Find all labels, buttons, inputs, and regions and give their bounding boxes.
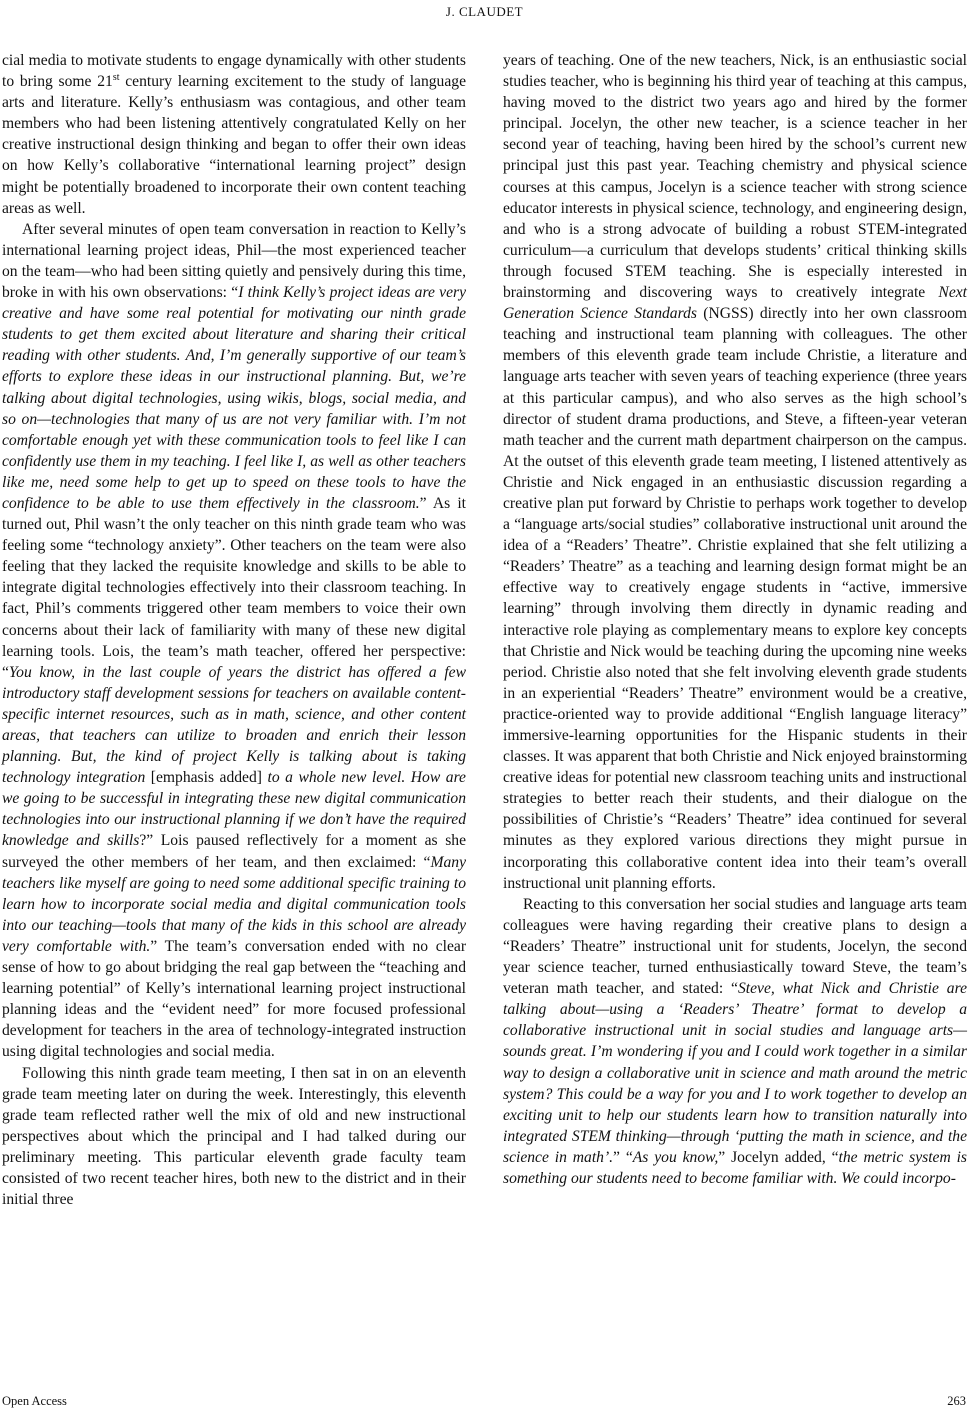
- text-run: ” The team’s conversation ended with no clear sense of how to go about bridging the real gap between the “teaching and learning potential” of Kelly’s international learning project instructional planning ideas and the “evident need” for more focused professional development for teachers in the area of technology-integrated instruction using digital technologies and social media.: [2, 937, 467, 1061]
- text-run: ” “: [613, 1148, 633, 1166]
- text-run: (NGSS) directly into her own classroom teaching and instructional team planning with colleagues. The other members of this eleventh grade team include Christie, a literature and language arts teacher with seven years of teaching experience (three years at this particular campus), and who also serves as the high school’s director of student drama productions, and Steve, a fifteen-year veteran math teacher and the current math department chairperson on the campus. At the outset of this eleventh grade team meeting, I listened attentively as Christie and Nick engaged in an enthusiastic discussion regarding a creative plan put forward by Christie to perhaps work together to develop a “language arts/social studies” collaborative instructional unit around the idea of a “Readers’ Theatre”. Christie explained that she felt utilizing a “Readers’ Theatre” as a teaching and learning design format might be an effective way to creatively engage students in “active, immersive learning” through involving them directly in dynamic reading and interactive role playing as complementary means to explore key concepts that Christie and Nick would be teaching during the upcoming nine weeks period. Christie also noted that she felt involving eleventh grade students in an experiential “Readers’ Theatre” environment would be a creative, practice-oriented way to provide additional “English language literacy” immersive-learning opportunities for the Hispanic students in their classes. It was apparent that both Christie and Nick enjoyed brainstorming creative ideas for potential new classroom teaching units and instructional strategies to better reach their students, and their dialogue on the possibilities of Christie’s “Readers’ Theatre” idea continued for several minutes as they explored various directions they might pursue in incorporating this collaborative content idea into their team’s overall instructional unit planning efforts.: [503, 305, 967, 892]
- text-run: After several minutes of open team conversation in reaction to Kelly’s international learning project ideas, Phil—the most experienced teacher on the team—who had been sitting quietly and pensively during this time, broke in with his own observations: “: [2, 220, 466, 302]
- text-run: ” As it turned out, Phil wasn’t the only teacher on this ninth grade team who was feeling some “technology anxiety”. Other teachers on the team were also feeling that they lacked the requisite knowledge and skills to be able to integrate digital technologies effectively into their classroom teaching. In fact, Phil’s comments triggered other team members to voice their own concerns about their lack of familiarity with many of these new digital learning tools. Lois, the team’s math teacher, offered her perspective: “: [2, 494, 466, 681]
- italic-text: the metric system is something our students need to become familiar with. We could incorpo-: [503, 1148, 967, 1187]
- left-column: [2, 50, 466, 1210]
- italic-text: I think Kelly’s project ideas are very creative and have some real potential for motivating our ninth grade students to get them excited about literature and sharing their critical reading with other students. And, I’m generally supportive of our team’s efforts to explore these ideas in our instructional planning. But, we’re talking about digital technologies, using wikis, blogs, social media, and so on—technologies that many of us are not very familiar with. I’m not comfortable enough yet with these communication tools to feel like I can confidently use them in my teaching. I feel like I, as well as other teachers like me, need some help to get up to speed on these tools to have the confidence to be able to use them effectively in the classroom.: [2, 284, 466, 512]
- text-run: ” Jocelyn added, “: [718, 1148, 839, 1166]
- text-run: ?” Lois paused reflectively for a moment as she surveyed the other members of her team, and then exclaimed: “: [2, 832, 466, 871]
- italic-text: Many teachers like myself are going to need some additional specific training to learn how to incorporate social media and digital communication tools into our teaching—tools that many of the kids in this school are already very comfortable with.: [2, 853, 466, 955]
- right-column: [503, 50, 967, 1189]
- text-run: Following this ninth grade team meeting, I then sat in on an eleventh grade team meeting later on during the week. Interestingly, this eleventh grade team reflected rather well the mix of old and new instructional perspectives about which the principal and I had talked during our preliminary meeting. This particular eleventh grade faculty team consisted of two recent teacher hires, both new to the district and in their initial three: [2, 1064, 466, 1209]
- footer-journal-label: Open Access: [2, 1394, 67, 1408]
- paragraph: [503, 894, 967, 1189]
- paragraph: [2, 1063, 466, 1211]
- italic-text: As you know,: [632, 1148, 719, 1166]
- text-run: century learning excitement to the study of language arts and literature. Kelly’s enthusiasm was contagious, and other team members who had been listening attentively congratulated Kelly on her creative instructional design thinking and began to offer their own ideas on how Kelly’s collaborative “international learning project” design might be potentially broadened to incorporate their own content teaching areas as well.: [2, 73, 466, 217]
- italic-text: Steve, what Nick and Christie are talking about—using a ‘Readers’ Theatre’ format to develop a collaborative instructional unit in social studies and language arts—sounds great. I’m wondering if you and I could work together in a similar way to design a collaborative unit in science and math around the metric system? This could be a way for you and I to work together to develop an exciting unit to help our students learn how to transition naturally into integrated STEM thinking—through ‘putting the math in science, and the science in math’.: [503, 980, 967, 1166]
- superscript: st: [112, 71, 120, 83]
- paragraph: [2, 219, 466, 1063]
- italic-text: You know, in the last couple of years the district has offered a few introductory staff development sessions for teachers on available content-specific internet resources, such as in math, science, and other content areas, that teachers can utilize to broaden and enrich their lesson planning. But, the kind of project Kelly is talking about is taking technology integration: [2, 663, 466, 787]
- page-number: 263: [947, 1394, 966, 1408]
- italic-text: to a whole new level. How are we going to be successful in integrating these new digital communication technologies into our instructional planning if we don’t have the required knowledge and skills: [2, 769, 466, 850]
- text-run: Reacting to this conversation her social studies and language arts team colleagues were having regarding their creative plans to design a “Readers’ Theatre” instructional unit for students, Jocelyn, the second year science teacher, turned enthusiastically toward Steve, the team’s veteran math teacher, and stated: “: [503, 895, 967, 998]
- text-run: cial media to motivate students to engage dynamically with other students to bring some 21: [2, 52, 466, 91]
- paragraph: [503, 50, 967, 894]
- text-run: years of teaching. One of the new teachers, Nick, is an enthusiastic social studies teacher, who is beginning his third year of teaching at this campus, having moved to the district two years ago and hired by the former principal. Jocelyn, the other new teacher, is a science teacher in her second year of teaching, having been hired by the school’s current new principal just this past year. Teaching chemistry and physical science courses at this campus, Jocelyn is a science teacher with strong science educator interests in physical science, technology, and engineering design, and who is a strong advocate of building a robust STEM-integrated curriculum—a curriculum that develops students’ critical thinking skills through focused STEM teaching. She is especially interested in brainstorming and discovering ways to creatively integrate: [503, 52, 967, 302]
- paragraph: [2, 50, 466, 219]
- running-head: J. CLAUDET: [445, 4, 524, 19]
- text-run: [emphasis added]: [145, 769, 268, 787]
- italic-text: Next Generation Science Standards: [503, 284, 967, 323]
